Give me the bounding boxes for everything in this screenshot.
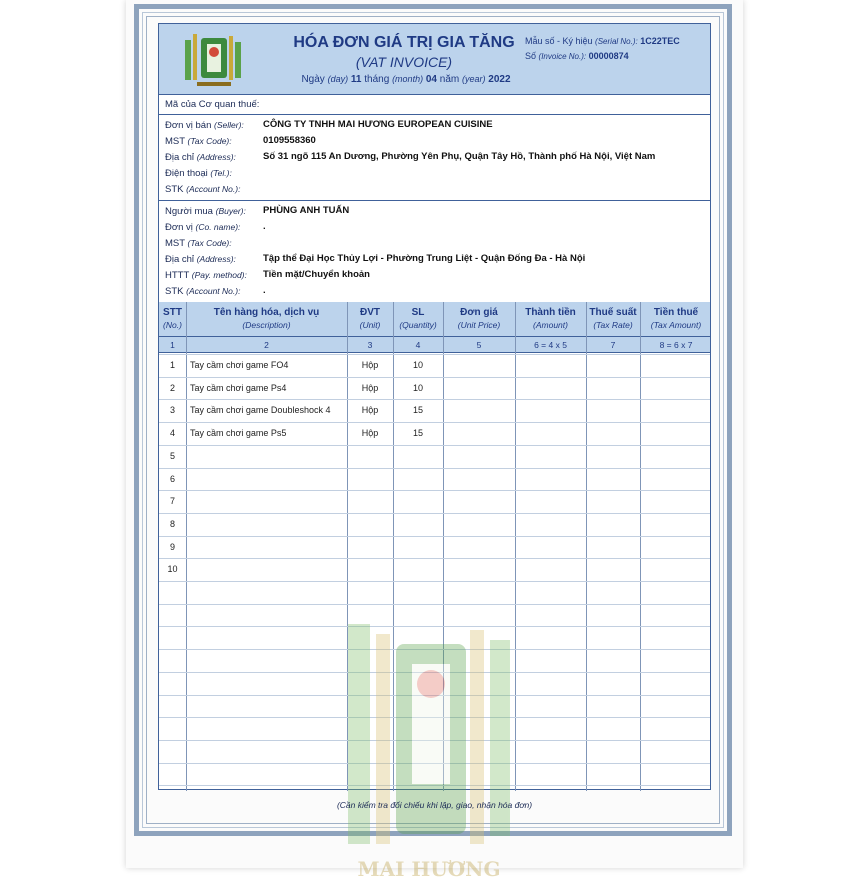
seller-name-row bbox=[165, 117, 493, 133]
table-header bbox=[159, 302, 710, 337]
seller-account-label: STK (Account No.): bbox=[165, 184, 241, 195]
serial-value: 1C22TEC bbox=[640, 36, 680, 46]
buyer-tax-label: MST (Tax Code): bbox=[165, 238, 232, 249]
invoice-subtitle: (VAT INVOICE) bbox=[355, 54, 453, 70]
col-quantity-header: SL (Quantity) bbox=[399, 307, 437, 330]
seller-address-label: Địa chỉ (Address): bbox=[165, 152, 236, 163]
col-unit-price-header: Đơn giá (Unit Price) bbox=[457, 307, 501, 330]
seller-address: Số 31 ngõ 115 An Dương, Phường Yên Phụ, Quận Tây Hồ, Thành phố Hà Nội, Việt Nam bbox=[263, 151, 656, 162]
col-number: 3 bbox=[367, 340, 373, 350]
date-prefix: Ngày bbox=[301, 74, 325, 85]
tax-agency-row bbox=[165, 97, 259, 113]
footer-note: (Cần kiểm tra đối chiếu khi lập, giao, nhận hóa đơn) bbox=[336, 800, 533, 810]
buyer-company: . bbox=[263, 221, 266, 232]
item-quantity: 10 bbox=[412, 382, 423, 393]
row-line bbox=[159, 581, 710, 582]
row-number: 2 bbox=[169, 382, 175, 393]
watermark-text: MAI HƯƠNG bbox=[357, 857, 501, 881]
item-unit bbox=[347, 490, 393, 512]
seller-account-row bbox=[165, 181, 240, 197]
row-line bbox=[159, 604, 710, 605]
buyer-company-row bbox=[165, 219, 266, 235]
buyer-payment-label: HTTT (Pay. method): bbox=[165, 270, 247, 281]
date-year: 2022 bbox=[488, 74, 511, 85]
col-tax-amount-header: Tiền thuế (Tax Amount) bbox=[650, 307, 702, 330]
item-description: Tay cầm chơi game Ps4 bbox=[190, 382, 287, 393]
item-unit bbox=[347, 445, 393, 467]
item-description bbox=[190, 536, 347, 558]
row-number: 6 bbox=[169, 473, 175, 484]
col-number: 6 = 4 x 5 bbox=[534, 340, 567, 350]
month-en-label: (month) bbox=[392, 74, 424, 84]
item-quantity: 15 bbox=[412, 428, 423, 439]
buyer-payment-method: Tiền mặt/Chuyển khoản bbox=[263, 269, 370, 280]
item-description: Tay cầm chơi game Doubleshock 4 bbox=[190, 405, 331, 416]
col-amount-header: Thành tiền (Amount) bbox=[525, 307, 576, 330]
serial-line bbox=[525, 34, 680, 49]
invoice-number-label-en: (Invoice No.): bbox=[538, 52, 587, 61]
seller-name-label: Đơn vị bán (Seller): bbox=[165, 120, 244, 131]
company-logo-icon bbox=[183, 30, 245, 88]
invoice-number-line bbox=[525, 49, 680, 64]
seller-tel-label: Điện thoại (Tel.): bbox=[165, 168, 232, 179]
col-number: 2 bbox=[264, 340, 269, 350]
item-description bbox=[190, 445, 347, 467]
item-description bbox=[190, 490, 347, 512]
col-number: 4 bbox=[415, 340, 421, 350]
invoice-title: HÓA ĐƠN GIÁ TRỊ GIA TĂNG bbox=[293, 34, 515, 51]
seller-tax-label: MST (Tax Code): bbox=[165, 136, 232, 147]
buyer-name: PHÙNG ANH TUẤN bbox=[263, 205, 350, 216]
item-quantity: 10 bbox=[412, 360, 423, 370]
buyer-name-row bbox=[165, 203, 350, 219]
row-number: 9 bbox=[169, 541, 175, 552]
col-unit-header: ĐVT (Unit) bbox=[359, 307, 381, 330]
item-quantity bbox=[393, 536, 443, 558]
col-number: 5 bbox=[476, 340, 482, 350]
date-month: 04 bbox=[425, 74, 437, 85]
item-description bbox=[190, 558, 347, 580]
row-number: 8 bbox=[169, 518, 175, 529]
row-number: 10 bbox=[167, 564, 178, 575]
divider bbox=[159, 114, 710, 115]
date-day: 11 bbox=[350, 74, 362, 85]
item-quantity bbox=[393, 468, 443, 490]
divider bbox=[159, 200, 710, 201]
row-number: 4 bbox=[169, 428, 175, 439]
item-quantity bbox=[393, 490, 443, 512]
item-unit: Hộp bbox=[361, 428, 379, 439]
item-quantity bbox=[393, 558, 443, 580]
row-number: 1 bbox=[169, 360, 175, 370]
row-number: 3 bbox=[169, 405, 175, 416]
serial-label-en: (Serial No.): bbox=[595, 37, 638, 46]
seller-name: CÔNG TY TNHH MAI HƯƠNG EUROPEAN CUISINE bbox=[263, 119, 493, 130]
buyer-address-label: Địa chỉ (Address): bbox=[165, 254, 236, 265]
item-unit: Hộp bbox=[361, 382, 379, 393]
seller-address-row bbox=[165, 149, 656, 165]
col-description-header: Tên hàng hóa, dịch vụ (Description) bbox=[213, 307, 320, 330]
month-label: tháng bbox=[364, 74, 390, 85]
item-description: Tay cầm chơi game Ps5 bbox=[190, 428, 287, 439]
seller-tel-row bbox=[165, 165, 232, 181]
buyer-account-label: STK (Account No.): bbox=[165, 286, 241, 297]
buyer-name-label: Người mua (Buyer): bbox=[165, 206, 246, 217]
tax-agency-label: Mã của Cơ quan thuế: bbox=[165, 99, 260, 110]
serial-block bbox=[525, 34, 680, 64]
buyer-tax-row bbox=[165, 235, 232, 251]
item-unit: Hộp bbox=[361, 405, 379, 416]
invoice-header bbox=[159, 24, 710, 95]
year-label: năm bbox=[439, 74, 460, 85]
item-description: Tay cầm chơi game FO4 bbox=[190, 360, 289, 370]
item-quantity: 15 bbox=[412, 405, 423, 416]
col-number: 7 bbox=[610, 340, 616, 350]
buyer-account-row bbox=[165, 283, 266, 299]
item-description bbox=[190, 513, 347, 535]
buyer-address: Tập thể Đại Học Thủy Lợi - Phường Trung Liệt - Quận Đống Đa - Hà Nội bbox=[263, 253, 586, 264]
invoice-date bbox=[271, 74, 541, 85]
watermark-logo-icon bbox=[344, 624, 514, 884]
col-number: 8 = 6 x 7 bbox=[659, 340, 693, 350]
col-no-header: STT (No.) bbox=[163, 307, 182, 330]
seller-tax-code: 0109558360 bbox=[263, 135, 316, 146]
item-unit bbox=[347, 468, 393, 490]
col-number: 1 bbox=[170, 340, 175, 350]
invoice-number-label: Số bbox=[525, 51, 537, 61]
serial-label: Mẫu số - Ký hiệu bbox=[525, 36, 593, 46]
buyer-address-row bbox=[165, 251, 586, 267]
item-description bbox=[190, 468, 347, 490]
item-unit: Hộp bbox=[361, 360, 379, 370]
row-number: 7 bbox=[169, 496, 175, 507]
item-unit bbox=[347, 513, 393, 535]
item-quantity bbox=[393, 445, 443, 467]
invoice-number-value: 00000874 bbox=[588, 51, 629, 61]
seller-tax-row bbox=[165, 133, 316, 149]
day-en-label: (day) bbox=[327, 74, 349, 84]
item-unit bbox=[347, 536, 393, 558]
item-quantity bbox=[393, 513, 443, 535]
buyer-account: . bbox=[263, 285, 266, 296]
col-tax-rate-header: Thuế suất (Tax Rate) bbox=[589, 307, 637, 330]
year-en-label: (year) bbox=[462, 74, 486, 84]
buyer-company-label: Đơn vị (Co. name): bbox=[165, 222, 241, 233]
buyer-payment-row bbox=[165, 267, 370, 283]
item-unit bbox=[347, 558, 393, 580]
row-number: 5 bbox=[169, 450, 175, 461]
column-number-row bbox=[159, 337, 710, 353]
